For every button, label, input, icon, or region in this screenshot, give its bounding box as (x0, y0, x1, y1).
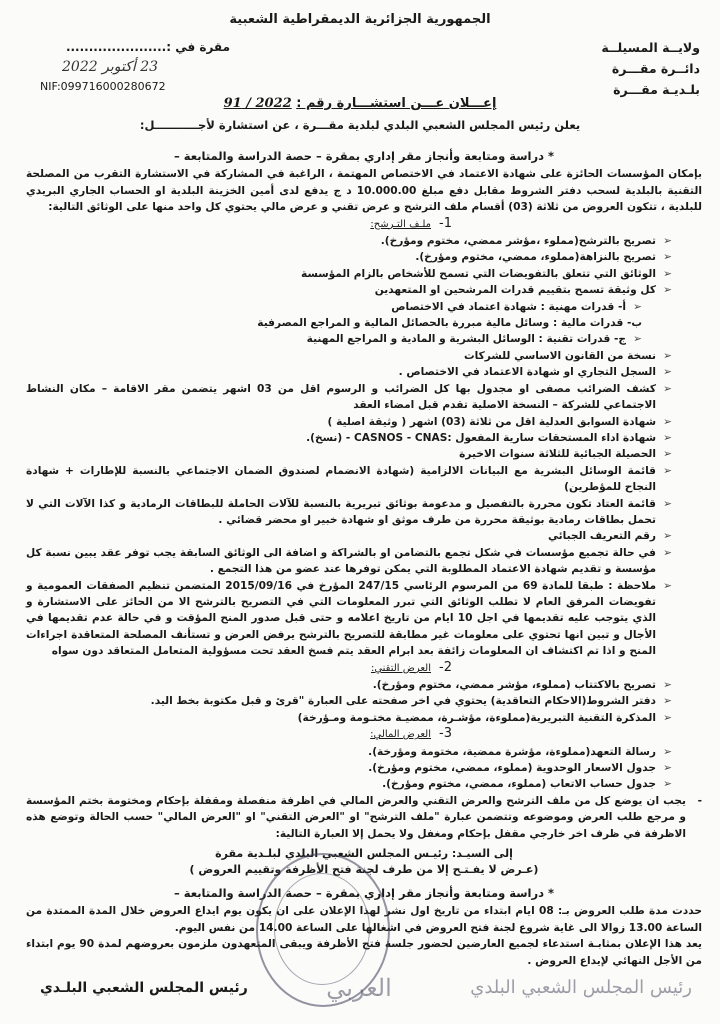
list-item (26, 381, 672, 414)
section-number: 1- (439, 215, 452, 231)
capacity-item: ب- قدرات مالية : وسائل مالية مبررة بالحصائل المالية و المراجع المصرفية (257, 317, 642, 330)
list-item (26, 266, 672, 282)
arrow-bullet-icon: ➢ (663, 762, 672, 775)
arrow-bullet-icon: ➢ (663, 530, 672, 543)
list-item (26, 496, 672, 529)
arrow-bullet-icon: ➢ (663, 267, 672, 280)
list-item (26, 430, 672, 446)
arrow-bullet-icon: ➢ (663, 546, 672, 559)
list-item (26, 776, 672, 792)
item-text: كل وثيقة تسمح بتقييم قدرات المرشحين او المتعهدين (374, 284, 656, 297)
arrow-bullet-icon: ➢ (663, 497, 672, 510)
arrow-bullet-icon: ➢ (663, 464, 672, 477)
list-item (26, 348, 672, 364)
list-item (26, 364, 672, 380)
arrow-bullet-icon: ➢ (663, 382, 672, 395)
intro-paragraph: بإمكان المؤسسات الحائزة على شهادة الاعتماد في الاختصاص المهتمة ، الراغبة في المشاركة في الاستشارة التقرب من المصلحة التقنية بالبلدية لسحب دفتر الشروط مقابل دفع مبلغ 10.000.00 د ج يدفع لدى أمين الخزينة البلدية او الحساب الجاري البريدي للبلدية ، تتكون العروض من ثلاثة (03) أقسام ملف الترشح و عرض تقني و عرض مالي يحتوي كل واحد منها على الوثائق التالية: (26, 168, 702, 214)
invitation-paragraph: يعد هذا الإعلان بمثابـة استدعاء لجميع العارضين لحضور جلسة فتح الأظرفة ويبقى المتعهدون ملزمون بعروضهم لمدة 90 يوم ابتداء من الأجل النهائي لإيداع العروض . (26, 938, 702, 967)
item-text: يجب ان يوضع كل من ملف الترشح والعرض التقني والعرض المالي في اظرفة منفصلة ومقفلة بإحكام ومختومة بختم المؤسسة و مرجع طلب العرض وموضوعه وتتضمن عبارة "ملف الترشح" او "العرض التقني" او "العرض المالي" حسب الحالة وتوضع هذه الاظرفة في ظرف اخر خارجي مقفل بإحكام ومغفل ولا يحمل إلا العبارة التالية: (26, 794, 686, 840)
list-item (26, 710, 672, 726)
item-text: كشف الضرائب مصفى او مجدول بها كل الضرائب و الرسوم اقل من 03 اشهر يتضمن مقر الاقامة – مكان النشاط الاجتماعي للشركة – النسخة الاصلية تقدم قبل امضاء العقد (26, 382, 656, 412)
arrow-bullet-icon: ➢ (633, 300, 642, 313)
arrow-bullet-icon: ➢ (663, 251, 672, 264)
capacity-item (26, 331, 642, 347)
list-item (26, 446, 672, 462)
list-item (26, 414, 672, 430)
arrow-bullet-icon: ➢ (663, 579, 672, 592)
deadline-paragraph: حددت مدة طلب العروض بـ: 08 ايام ابتداء من تاريخ اول نشر لهذا الإعلان على ان يكون يوم ايداع العروض خلال المدة الممتدة من الساعة 13.00 زوالا الى غاية شروع لجنة فتح العروض في اشغالها على الساعة 14.00 من نفس اليوم. (26, 905, 702, 934)
place-date-label: مقرة في :...................... (65, 40, 230, 54)
project-title-repeat: * دراسة ومتابعة وأنجاز مقر إداري بمقرة – حصة الدراسة والمتابعة – (174, 885, 554, 900)
item-text: ملاحظة : طبقا للمادة 69 من المرسوم الرئاسي 247/15 المؤرخ في 2015/09/16 المتضمن تنظيم الصفقات العمومية و تفويضات المرفق العام لا تطلب الوثائق التي تبرر المعلومات التي في التصريح بالترشح الا من الحائز على الاستشارة و الذي يتوجب عليه تقديمها في اجل 10 ايام من تاريخ اعلامه و حتى قبل صدور المنح المؤقت و في حالة عدم تقديمها في الأجال و تبين انها تحتوي على معلومات غير مطابقة للتصريح بالترشح يرفض العرض و تستأنف المصلحة المتعاقدة اجراءات المنح و اذا تم اكتشاف ان المعلومات زائفة بعد ابرام العقد يتم فسخ العقد تحت مسؤولية المتعامل المتعاقد دون سواه (26, 579, 657, 658)
arrow-bullet-icon: ➢ (663, 695, 672, 708)
section-number: 3- (439, 726, 452, 742)
technical-offer-list (26, 677, 702, 726)
signature-block (26, 973, 702, 1003)
section-1-heading (26, 216, 452, 233)
item-text: قائمة العتاد تكون محررة بالتفصيل و مدعومة بوثائق تبريرية بالنسبة للآلات الحاملة للبطاقات الرمادية و كذا الآلات التي لا تحمل بطاقات رمادية بوثيقة محررة من طرف موثق او شهادة خبير او محضر قضائي . (26, 497, 656, 526)
item-text: جدول الاسعار الوحدوية (مملوء، ممضي، مختوم ومؤرخ). (368, 762, 656, 775)
item-text: في حالة تجميع مؤسسات في شكل تجمع بالتضامن او بالشراكة و اضافة الى الوثائق السابقة يجب توفر عقد يبين نسبة كل مؤسسة و تقديم شهادة الاعتماد المطلوبة التي يمكن توفرها عند عضو من هذا التجمع . (26, 546, 656, 576)
item-text: دفتر الشروط(الاحكام التعاقدية) يحتوي في اخر صفحته على العبارة "قرئ و قبل مكتوبة بخط اليد. (150, 695, 656, 708)
arrow-bullet-icon: ➢ (663, 679, 672, 691)
wilaya-label: ولايــة المسيلــة (601, 40, 700, 55)
item-text: رقم التعريف الجبائي (547, 530, 656, 543)
item-text: تصريح بالاكتتاب (مملوء، مؤشر ممضي، مختوم ومؤرخ). (372, 679, 656, 691)
item-text: رسالة التعهد(مملوءة، مؤشرة ممضية، مختومة ومؤرخة). (368, 745, 656, 758)
handwritten-signature: العربي (326, 973, 392, 1002)
list-item (26, 528, 672, 544)
item-text: المذكرة التقنية التبريرية(مملوءة، مؤشـرة، ممضيـة مختـومة ومـؤرخة) (297, 711, 656, 724)
arrow-bullet-icon: ➢ (663, 349, 672, 362)
capacity-item (26, 299, 642, 315)
arrow-bullet-icon: ➢ (663, 366, 672, 379)
arrow-bullet-icon: ➢ (663, 284, 672, 297)
list-item (26, 744, 672, 760)
envelope-address: إلى السيـد: رئيـس المجلس الشعبي البلدي لبلـدية مقرة (215, 847, 513, 861)
dash-bullet-icon: - (697, 794, 702, 807)
section-title: العرض التقني: (370, 662, 432, 674)
arrow-bullet-icon: ➢ (663, 235, 672, 248)
item-text: أ- قدرات مهنية : شهادة اعتماد في الاختصاص (391, 300, 626, 313)
announcement-subtitle: يعلن رئيس المجلس الشعبي البلدي لبلدية مقـــرة ، عن استشارة لأجـــــــــــل: (139, 118, 581, 132)
item-text: الوثائق التي تتعلق بالتفويضات التي تسمح للأشخاص بالزام المؤسسة (301, 267, 656, 280)
item-text: السجل التجاري او شهادة الاعتماد في الاختصاص . (398, 366, 656, 379)
item-text: شهادة السوابق العدلية اقل من ثلاثة (03) اشهر ( وثيقة اصلية ) (327, 415, 656, 428)
financial-offer-list (26, 744, 702, 793)
list-item (26, 233, 672, 249)
document-body (26, 146, 702, 1003)
envelope-warning: (عـرض لا يفـتـح إلا من طرف لجنة فتح الأظرفة وتقييم العروض ) (189, 863, 539, 877)
list-item (26, 545, 672, 578)
arrow-bullet-icon: ➢ (663, 778, 672, 791)
item-text: تصريح بالنزاهة(مملوء، ممضي، مختوم ومؤرخ). (415, 251, 656, 264)
signatory-title: رئيس المجلس الشعبي البلـدي (40, 979, 248, 996)
announcement-number: 2022 / 91 (223, 96, 292, 111)
item-text: ج- قدرات تقنية : الوسائل البشرية و المادية و المراجع المهنية (306, 333, 626, 346)
arrow-bullet-icon: ➢ (663, 448, 672, 461)
list-item (26, 677, 672, 693)
list-item (26, 463, 672, 496)
list-item (26, 760, 672, 776)
item-text: شهادة اداء المستحقات سارية المفعول :CASNOS - CNAS - (نسخ). (306, 431, 656, 444)
announcement-label: إعـــلان عـــن استشـــارة رقم : (296, 96, 497, 111)
baladia-label: بلـديـة مقـــرة (613, 82, 700, 97)
section-number: 2- (439, 659, 452, 675)
section-title: ملـف التـرشح: (370, 218, 432, 230)
list-item (26, 578, 672, 660)
item-text: نسخة من القانون الاساسي للشركات (463, 349, 656, 362)
item-text: جدول حساب الاتعاب (مملوء، ممضي، مختوم ومؤرخ). (382, 778, 656, 791)
envelope-note (26, 793, 702, 842)
daira-label: دائــرة مقـــرة (611, 61, 700, 76)
section-title: العرض المالي: (370, 729, 432, 741)
section-3-heading (26, 726, 452, 743)
announcement-title (0, 96, 720, 111)
item-text: قائمة الوسائل البشرية مع البيانات الالزامية (شهادة الانضمام لصندوق الضمان الاجتماعي بالنسبة للإطارات + شهادة النجاح للمؤطرين) (26, 464, 656, 494)
item-text: تصريح بالترشح(مملوء ،مؤشر ممضي، مختوم ومؤرخ). (380, 235, 656, 248)
arrow-bullet-icon: ➢ (663, 431, 672, 444)
section-2-heading (26, 660, 452, 677)
handwritten-date: 23 أكتوبر 2022 (62, 59, 159, 75)
project-title: * دراسة ومتابعة وأنجاز مقر إداري بمقرة – حصة الدراسة والمتابعة – (174, 149, 554, 163)
nif-number: NIF:099716000280672 (40, 80, 166, 93)
arrow-bullet-icon: ➢ (663, 415, 672, 428)
arrow-bullet-icon: ➢ (663, 711, 672, 724)
list-item (26, 249, 672, 265)
item-text: الحصيلة الجبائية للثلاثة سنوات الاخيرة (459, 448, 656, 461)
document-list (26, 348, 702, 660)
stamp-text: رئيس المجلس الشعبي البلدي (470, 976, 692, 998)
list-item (26, 282, 672, 298)
arrow-bullet-icon: ➢ (633, 333, 642, 346)
list-item (26, 693, 672, 709)
arrow-bullet-icon: ➢ (663, 745, 672, 758)
republic-title: الجمهورية الجزائرية الديمقراطية الشعبية (229, 12, 491, 27)
